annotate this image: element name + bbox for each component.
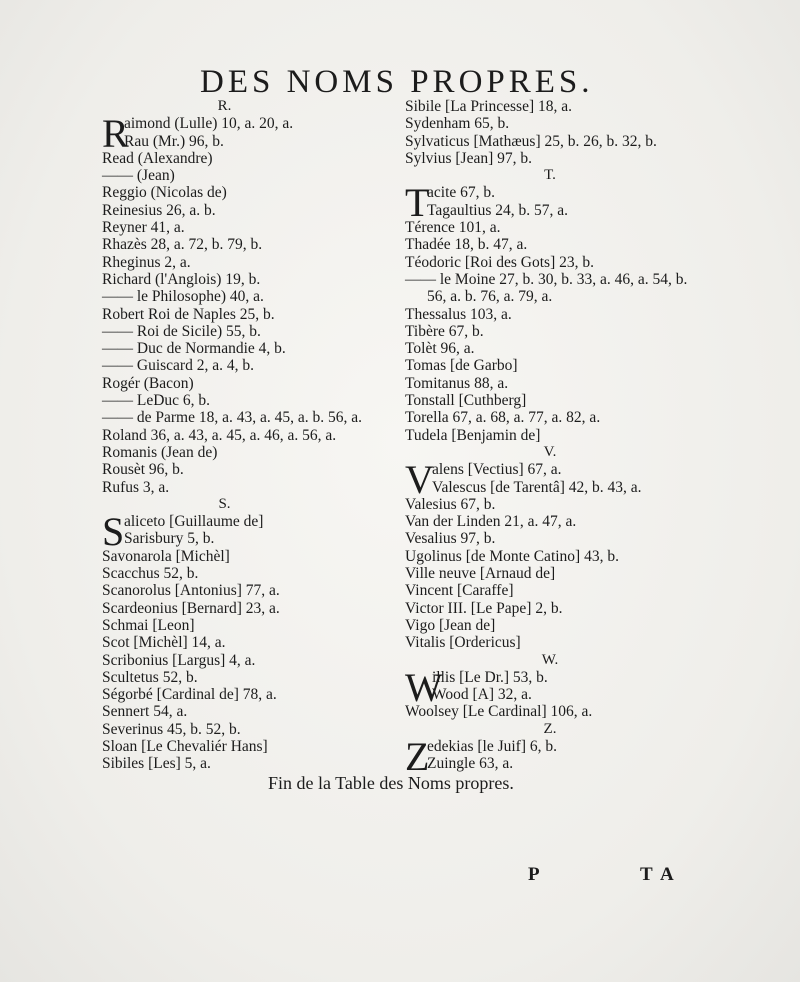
- page-title: DES NOMS PROPRES.: [200, 64, 594, 100]
- entry: Torella 67, a. 68, a. 77, a. 82, a.: [405, 409, 601, 427]
- entry: Rau (Mr.) 96, b.: [124, 132, 224, 150]
- entry: aimond (Lulle) 10, a. 20, a.: [124, 115, 294, 133]
- entry: Scanorolus [Antonius] 77, a.: [102, 582, 280, 600]
- entry: Tudela [Benjamin de]: [405, 426, 541, 444]
- entry: Valescus [de Tarentâ] 42, b. 43, a.: [432, 478, 642, 496]
- entry: Scot [Michèl] 14, a.: [102, 634, 226, 652]
- entry: Roland 36, a. 43, a. 45, a. 46, a. 56, a.: [102, 426, 337, 444]
- right-column: [405, 98, 705, 779]
- section-z-start: [405, 733, 705, 779]
- entry: Wood [A] 32, a.: [432, 686, 532, 704]
- entry: Reinesius 26, a. b.: [102, 201, 216, 219]
- entry: edekias [le Juif] 6, b.: [427, 737, 557, 755]
- entry: aliceto [Guillaume de]: [124, 513, 264, 531]
- entry: Rousèt 96, b.: [102, 461, 184, 479]
- entry: Vincent [Caraffe]: [405, 582, 514, 600]
- entry: Rheginus 2, a.: [102, 253, 191, 271]
- section-v-start: [405, 457, 705, 503]
- entry: Scribonius [Largus] 4, a.: [102, 651, 256, 669]
- entry: Reggio (Nicolas de): [102, 184, 227, 202]
- entry: Vitalis [Ordericus]: [405, 634, 521, 652]
- section-w-start: [405, 664, 705, 710]
- entry: acite 67, b.: [427, 184, 496, 202]
- entry: Sylvius [Jean] 97, b.: [405, 149, 533, 167]
- entry: Ville neuve [Arnaud de]: [405, 565, 556, 583]
- entry: Tolèt 96, a.: [405, 340, 475, 358]
- entry: Victor III. [Le Pape] 2, b.: [405, 599, 563, 617]
- entry: Richard (l'Anglois) 19, b.: [102, 270, 261, 288]
- entry: —— Guiscard 2, a. 4, b.: [102, 357, 254, 375]
- drop-initial-v: V: [405, 457, 434, 503]
- entry: Sarisbury 5, b.: [124, 530, 215, 548]
- entry: Ségorbé [Cardinal de] 78, a.: [102, 686, 277, 704]
- section-letter-w: W.: [541, 651, 559, 668]
- section-t-start: [405, 180, 705, 226]
- entry: Tonstall [Cuthberg]: [405, 392, 527, 410]
- entry: Van der Linden 21, a. 47, a.: [405, 513, 577, 531]
- section-letter-r: R.: [217, 98, 232, 114]
- entry: Scardeonius [Bernard] 23, a.: [102, 599, 280, 617]
- drop-initial-w: W: [405, 664, 443, 710]
- entry: Thessalus 103, a.: [405, 305, 512, 323]
- entry: Read (Alexandre): [102, 149, 213, 167]
- entry: Sennert 54, a.: [102, 703, 188, 721]
- entry: 56, a. b. 76, a. 79, a.: [427, 288, 553, 306]
- drop-initial-z: Z: [405, 733, 430, 779]
- entry: —— LeDuc 6, b.: [102, 392, 211, 410]
- catchword-left: P: [528, 864, 540, 885]
- entry: alens [Vectius] 67, a.: [432, 461, 562, 479]
- entry: Valesius 67, b.: [405, 495, 496, 513]
- entry: Ugolinus [de Monte Catino] 43, b.: [405, 547, 619, 565]
- catchword-right: T A: [640, 864, 676, 885]
- entry: Savonarola [Michèl]: [102, 547, 230, 565]
- left-column: [102, 98, 402, 773]
- entry: Zuingle 63, a.: [427, 755, 514, 773]
- entry: Sibiles [Les] 5, a.: [102, 755, 211, 773]
- entry: illis [Le Dr.] 53, b.: [432, 668, 548, 686]
- entry: Tomas [de Garbo]: [405, 357, 518, 375]
- entry: Rhazès 28, a. 72, b. 79, b.: [102, 236, 263, 254]
- entry: Sydenham 65, b.: [405, 115, 510, 133]
- entry: Térence 101, a.: [405, 219, 501, 237]
- end-of-table-note: Fin de la Table des Noms propres.: [268, 773, 514, 793]
- entry: Severinus 45, b. 52, b.: [102, 720, 241, 738]
- entry: Romanis (Jean de): [102, 443, 218, 461]
- entry: Tibère 67, b.: [405, 322, 484, 340]
- entry: Thadée 18, b. 47, a.: [405, 236, 528, 254]
- entry: Rogér (Bacon): [102, 374, 194, 392]
- entry: Sylvaticus [Mathæus] 25, b. 26, b. 32, b.: [405, 132, 657, 150]
- entry: Tagaultius 24, b. 57, a.: [427, 201, 568, 219]
- entry: Vigo [Jean de]: [405, 616, 496, 634]
- entry: Robert Roi de Naples 25, b.: [102, 305, 275, 323]
- entry: Woolsey [Le Cardinal] 106, a.: [405, 703, 593, 721]
- drop-initial-r: R: [102, 111, 129, 157]
- entry: Sibile [La Princesse] 18, a.: [405, 98, 573, 115]
- entry: Reyner 41, a.: [102, 219, 185, 237]
- drop-initial-t: T: [405, 180, 430, 226]
- drop-initial-s: S: [102, 509, 125, 555]
- entry: Sloan [Le Chevaliér Hans]: [102, 737, 268, 755]
- section-r-start: [102, 111, 402, 157]
- entry: —— Roi de Sicile) 55, b.: [102, 322, 261, 340]
- entry: —— Duc de Normandie 4, b.: [102, 340, 286, 358]
- section-letter-v: V.: [543, 443, 557, 460]
- entry: —— le Moine 27, b. 30, b. 33, a. 46, a. 54, b.: [405, 270, 688, 288]
- section-letter-z: Z.: [543, 720, 557, 737]
- entry: —— de Parme 18, a. 43, a. 45, a. b. 56, a.: [102, 409, 362, 427]
- section-letter-t: T.: [544, 167, 556, 184]
- entry: —— (Jean): [102, 167, 175, 185]
- section-letter-s: S.: [218, 495, 231, 512]
- entry: Téodoric [Roi des Gots] 23, b.: [405, 253, 594, 271]
- entry: Scacchus 52, b.: [102, 565, 199, 583]
- entry: Vesalius 97, b.: [405, 530, 496, 548]
- entry: Tomitanus 88, a.: [405, 374, 509, 392]
- section-s-start: [102, 509, 402, 555]
- entry: —— le Philosophe) 40, a.: [102, 288, 264, 306]
- entry: Scultetus 52, b.: [102, 668, 198, 686]
- entry: Rufus 3, a.: [102, 478, 170, 496]
- entry: Schmai [Leon]: [102, 616, 195, 634]
